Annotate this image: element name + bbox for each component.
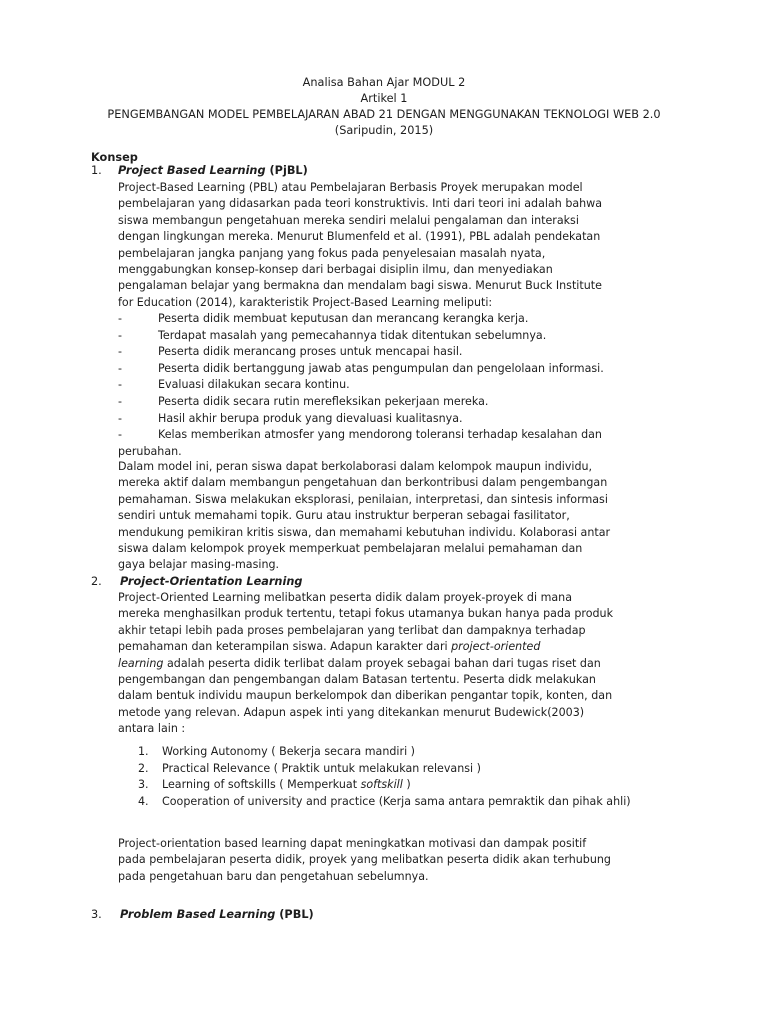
section-2-title-italic: Project-Orientation Learning xyxy=(120,575,303,588)
list-item: 4. Cooperation of university and practice (Kerja sama antara pemraktik dan pihak ahli) xyxy=(138,794,631,808)
document-header xyxy=(60,75,708,139)
paragraph-line: antara lain : xyxy=(118,722,186,736)
konsep-heading: Konsep xyxy=(91,151,138,164)
header-article-number: Artikel 1 xyxy=(360,92,408,105)
list-item: - Evaluasi dilakukan secara kontinu. xyxy=(118,378,350,392)
paragraph-line: for Education (2014), karakteristik Project-Based Learning meliputi: xyxy=(118,295,493,309)
paragraph-line: dalam bentuk individu maupun berkelompok dan diberikan pengantar topik, konten, dan xyxy=(118,689,613,703)
section-1-paragraph-1 xyxy=(118,180,678,311)
list-item: - Peserta didik membuat keputusan dan merancang kerangka kerja. xyxy=(118,312,529,325)
paragraph-line: Dalam model ini, peran siswa dapat berkolaborasi dalam kelompok maupun individu, xyxy=(118,460,593,473)
list-item: 1. Working Autonomy ( Bekerja secara mandiri ) xyxy=(138,745,416,758)
paragraph-line: menggabungkan konsep-konsep dari berbagai disiplin ilmu, dan menyediakan xyxy=(118,262,553,276)
paragraph-line: akhir tetapi lebih pada proses pembelajaran yang terlibat dan dampaknya terhadap xyxy=(118,623,586,637)
section-1-title-suffix: (PjBL) xyxy=(265,164,308,177)
list-item: - Peserta didik merancang proses untuk mencapai hasil. xyxy=(118,345,463,359)
paragraph-line: pengalaman belajar yang bermakna dan mendalam bagi siswa. Menurut Buck Institute xyxy=(118,279,602,293)
paragraph-line: pembelajaran jangka panjang yang fokus pada penyelesaian masalah nyata, xyxy=(118,246,546,260)
list-item: - Peserta didik bertanggung jawab atas pengumpulan dan pengelolaan informasi. xyxy=(118,361,604,375)
list-item: - Terdapat masalah yang pemecahannya tidak ditentukan sebelumnya. xyxy=(118,328,547,342)
paragraph-line: siswa dalam kelompok proyek memperkuat pembelajaran melalui pemahaman dan xyxy=(118,541,583,555)
paragraph-line: sendiri untuk memahami topik. Guru atau instruktur berperan sebagai fasilitator, xyxy=(118,509,570,523)
section-2-numbered-list xyxy=(138,744,678,810)
list-item: 3. Learning of softskills ( Memperkuat softskill ) xyxy=(138,778,411,792)
paragraph-line: Project-Based Learning (PBL) atau Pembelajaran Berbasis Proyek merupakan model xyxy=(118,181,583,194)
paragraph-line: Project-Oriented Learning melibatkan peserta didik dalam proyek-proyek di mana xyxy=(118,591,572,604)
header-article-title: PENGEMBANGAN MODEL PEMBELAJARAN ABAD 21 DENGAN MENGGUNAKAN TEKNOLOGI WEB 2.0 xyxy=(107,108,661,121)
paragraph-line: metode yang relevan. Adapun aspek inti yang ditekankan menurut Budewick(2003) xyxy=(118,705,585,719)
paragraph-line: dengan lingkungan mereka. Menurut Blumenfeld et al. (1991), PBL adalah pendekatan xyxy=(118,230,601,244)
section-1-number: 1. xyxy=(91,164,102,177)
list-item: 2. Practical Relevance ( Praktik untuk melakukan relevansi ) xyxy=(138,761,481,775)
paragraph-line: pemahaman dan keterampilan siswa. Adapun karakter dari project-oriented xyxy=(118,640,541,654)
paragraph-line: learning adalah peserta didik terlibat dalam proyek sebagai bahan dari tugas riset dan xyxy=(118,656,601,670)
section-2-number: 2. xyxy=(91,575,102,588)
paragraph-line: pengembangan dan pengembangan dalam Batasan tertentu. Peserta didk melakukan xyxy=(118,672,596,686)
section-1-bullet-list xyxy=(118,311,678,460)
paragraph-line: pembelajaran yang didasarkan pada teori konstruktivis. Inti dari teori ini adalah bahwa xyxy=(118,197,603,211)
section-1-paragraph-2 xyxy=(118,459,678,574)
section-2-paragraph-1 xyxy=(118,590,678,738)
section-1-title-italic: Project Based Learning xyxy=(118,164,266,177)
section-2-paragraph-2 xyxy=(118,836,678,885)
list-item: - Peserta didik secara rutin merefleksikan pekerjaan mereka. xyxy=(118,394,489,408)
paragraph-line: mereka aktif dalam membangun pengetahuan dan berkontribusi dalam pengembangan xyxy=(118,476,608,490)
paragraph-line: mendukung pemikiran kritis siswa, dan memahami kebutuhan individu. Kolaborasi antar xyxy=(118,525,611,539)
header-citation: (Saripudin, 2015) xyxy=(334,124,434,137)
section-3-title-suffix: (PBL) xyxy=(275,908,314,921)
paragraph-line: gaya belajar masing-masing. xyxy=(118,558,280,572)
paragraph-line: mereka menghasilkan produk tertentu, tetapi fokus utamanya bukan hanya pada produk xyxy=(118,607,613,621)
section-3-title-italic: Problem Based Learning xyxy=(120,908,276,921)
list-item: - Hasil akhir berupa produk yang dievaluasi kualitasnya. xyxy=(118,411,463,425)
list-item: - Kelas memberikan atmosfer yang mendorong toleransi terhadap kesalahan dan xyxy=(118,428,602,442)
list-item-continuation: perubahan. xyxy=(118,444,182,458)
paragraph-line: siswa membangun pengetahuan mereka sendiri melalui pengalaman dan interaksi xyxy=(118,213,579,227)
section-3-number: 3. xyxy=(91,908,102,921)
paragraph-line: Project-orientation based learning dapat meningkatkan motivasi dan dampak positif xyxy=(118,837,587,850)
paragraph-line: pada pengetahuan baru dan pengetahuan sebelumnya. xyxy=(118,869,429,883)
header-module-title: Analisa Bahan Ajar MODUL 2 xyxy=(302,76,466,89)
paragraph-line: pada pembelajaran peserta didik, proyek yang melibatkan peserta didik akan terhubung xyxy=(118,853,611,867)
paragraph-line: pemahaman. Siswa melakukan eksplorasi, penilaian, interpretasi, dan sintesis informasi xyxy=(118,492,608,506)
